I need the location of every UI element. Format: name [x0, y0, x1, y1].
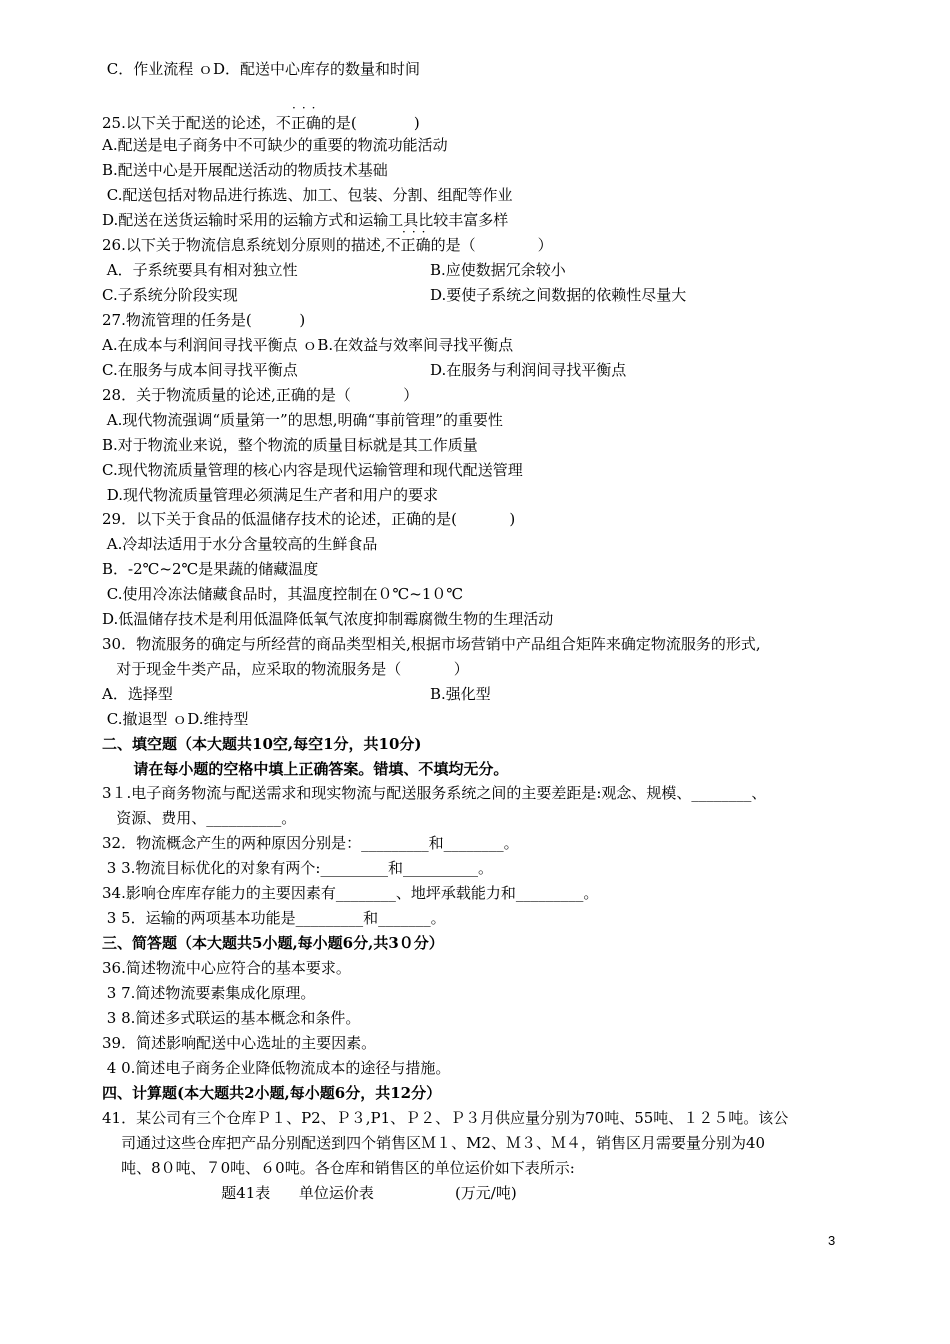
text-line: 四、计算题(本大题共2小题,每小题6分，共12分） — [102, 1084, 442, 1102]
page-number: 3 — [828, 1233, 836, 1248]
emphasis-dots-q26: ··· — [402, 225, 432, 239]
option-right: D.要使子系统之间数据的依赖性尽量大 — [430, 286, 687, 304]
text-line: A.现代物流强调“质量第一”的思想,明确“事前管理”的重要性 — [102, 411, 503, 429]
text-line: C.配送包括对物品进行拣选、加工、包装、分割、组配等作业 — [102, 186, 513, 204]
text-line: A．选择型 — [102, 685, 173, 703]
text-line: 3 3.物流目标优化的对象有两个:_________和__________。 — [102, 859, 493, 877]
text-line: 39．简述影响配送中心选址的主要因素。 — [102, 1034, 377, 1052]
text-line: A.在成本与利润间寻找平衡点 ｏB.在效益与效率间寻找平衡点 — [102, 336, 514, 354]
text-line: C.在服务与成本间寻找平衡点 — [102, 361, 298, 379]
option-right: B.强化型 — [430, 685, 491, 703]
text-line: C.现代物流质量管理的核心内容是现代运输管理和现代配送管理 — [102, 461, 523, 479]
text-line: 3 5．运输的两项基本功能是_________和_______。 — [102, 909, 446, 927]
text-line: B．-2℃~2℃是果蔬的储藏温度 — [102, 560, 319, 578]
text-line: A.配送是电子商务中不可缺少的重要的物流功能活动 — [102, 136, 448, 154]
text-line: A.冷却法适用于水分含量较高的生鲜食品 — [102, 535, 378, 553]
text-line: 34.影响仓库库存能力的主要因素有________、地坪承载能力和_________。 — [102, 884, 599, 902]
text-line: 28．关于物流质量的论述,正确的是（ ） — [102, 386, 419, 404]
text-line: 29．以下关于食品的低温储存技术的论述，正确的是( ) — [102, 510, 516, 528]
text-line: 36.简述物流中心应符合的基本要求。 — [102, 959, 351, 977]
text-line: 对于现金牛类产品，应采取的物流服务是（ ） — [102, 660, 469, 678]
text-line: C.使用冷冻法储藏食品时，其温度控制在０℃~1０℃ — [102, 585, 464, 603]
text-line: 26.以下关于物流信息系统划分原则的描述,不正确的是（ ） — [102, 236, 553, 254]
text-line: 题41表 单位运价表 (万元/吨) — [102, 1184, 517, 1202]
text-line: B.配送中心是开展配送活动的物质技术基础 — [102, 161, 388, 179]
text-line: 请在每小题的空格中填上正确答案。错填、不填均无分。 — [102, 760, 509, 778]
option-right: B.应使数据冗余较小 — [430, 261, 566, 279]
text-line: D.现代物流质量管理必须满足生产者和用户的要求 — [102, 486, 439, 504]
text-line: C.子系统分阶段实现 — [102, 286, 238, 304]
text-line: B.对于物流业来说，整个物流的质量目标就是其工作质量 — [102, 436, 478, 454]
text-line: A．子系统要具有相对独立性 — [102, 261, 298, 279]
text-line: 资源、费用、__________。 — [102, 809, 297, 827]
text-line: 3１.电子商务物流与配送需求和现实物流与配送服务系统之间的主要差距是:观念、规模、________、 — [102, 784, 767, 802]
text-line: 27.物流管理的任务是( ) — [102, 311, 306, 329]
text-line: 3 7.简述物流要素集成化原理。 — [102, 984, 316, 1002]
text-line: 三、简答题（本大题共5小题,每小题6分,共3０分） — [102, 934, 444, 952]
text-line: 吨、8０吨、７0吨、６0吨。各仓库和销售区的单位运价如下表所示: — [102, 1159, 575, 1177]
text-line: 二、填空题（本大题共10空,每空1分，共10分) — [102, 735, 422, 753]
option-right: D.在服务与利润间寻找平衡点 — [430, 361, 627, 379]
text-line: 3 8.简述多式联运的基本概念和条件。 — [102, 1009, 361, 1027]
emphasis-dots-q25: ··· — [292, 101, 322, 115]
text-line: 30．物流服务的确定与所经营的商品类型相关,根据市场营销中产品组合矩阵来确定物流服务的形式, — [102, 635, 761, 653]
text-line: 32．物流概念产生的两种原因分别是：_________和________。 — [102, 834, 519, 852]
text-line: 25.以下关于配送的论述，不正确的是( ) — [102, 114, 420, 132]
text-line: 司通过这些仓库把产品分别配送到四个销售区Ｍ１、M2、Ｍ３、Ｍ４，销售区月需要量分别为40 — [102, 1134, 766, 1152]
text-line: 4 0.简述电子商务企业降低物流成本的途径与措施。 — [102, 1059, 451, 1077]
text-line: C．作业流程 ｏD．配送中心库存的数量和时间 — [102, 60, 421, 78]
text-line: D.配送在送货运输时采用的运输方式和运输工具比较丰富多样 — [102, 211, 509, 229]
text-line: 41．某公司有三个仓库Ｐ１、P2、Ｐ３,P1、Ｐ２、Ｐ３月供应量分别为70吨、55吨、１２５吨。该公 — [102, 1109, 789, 1127]
text-line: C.撤退型 ｏD.维持型 — [102, 710, 249, 728]
text-line: D.低温储存技术是利用低温降低氧气浓度抑制霉腐微生物的生理活动 — [102, 610, 554, 628]
